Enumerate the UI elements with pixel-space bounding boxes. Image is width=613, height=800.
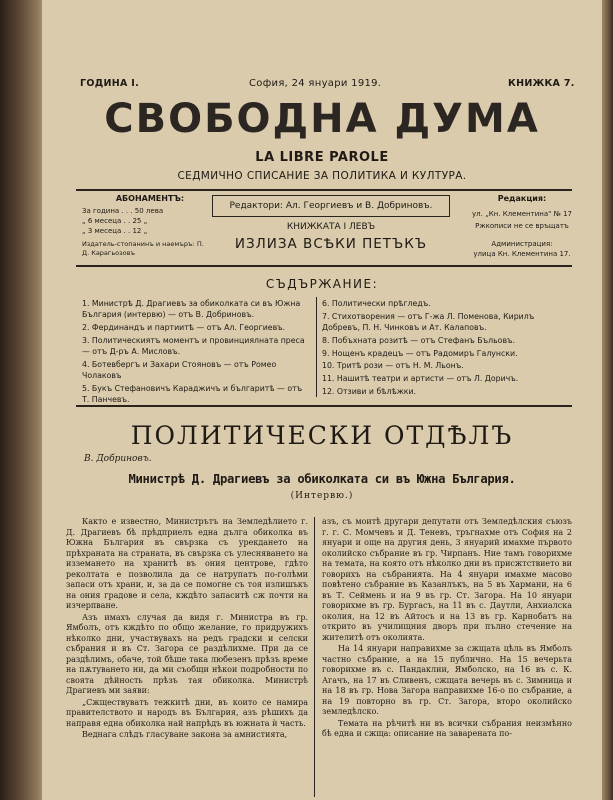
contents-item: 5. Букъ Стефановичъ Караджичъ и българитѣ — отъ Т. Панчевъ. xyxy=(82,384,303,405)
article-paragraph: На 14 януари направихме за сжщата цѣль въ Ямболъ частно събрание, а на 15 публично. На 15 вечерьта говорихме въ с. Пандаклии, Ямболско, на 16 въ с. К. Агачъ, на 17 въ Сливенъ, сжщата вечерь въ с. Зимница и на 18 въ гр. Нова Загора направихме 16-о по събрание, а на 19 повторно въ гр. Ст. Загора, второ околийско земледѣлско. xyxy=(322,644,572,716)
contents-item: 11. Нашитѣ театри и артисти — отъ Л. Доричъ. xyxy=(322,374,519,384)
contents-right-column xyxy=(322,298,568,399)
contents-item: 8. Побъхната розитѣ — отъ Стефанъ Бъльовъ. xyxy=(322,335,516,345)
contents-left-column xyxy=(82,298,310,407)
contents-item: 9. Нощенъ крадецъ — отъ Радомиръ Галунски. xyxy=(322,348,518,358)
office-address: ул. „Кн. Клементина" № 17 xyxy=(472,210,572,218)
issue-number: КНИЖКА 7. xyxy=(508,78,575,89)
newspaper-page xyxy=(42,0,602,800)
office-heading: Редакция: xyxy=(497,194,547,203)
masthead-title: СВОБОДНА ДУМА xyxy=(104,96,540,142)
subscription-row: „ 6 месеца . . 25 „ xyxy=(82,217,148,225)
contents-item: 4. Ботевбергъ и Захари Стояновъ — отъ Ромео Чолаковъ xyxy=(82,359,277,381)
masthead-tagline: СЕДМИЧНО СПИСАНИЕ ЗА ПОЛИТИКА И КУЛТУРА. xyxy=(177,170,467,182)
office-note: Ржкописи не се връщатъ xyxy=(475,222,569,230)
masthead-rule xyxy=(76,189,572,191)
editors-label: Редактори: Ал. Георгиевъ и В. Добриновъ. xyxy=(229,201,433,211)
frequency-label: ИЗЛИЗА ВСѢКИ ПЕТЪКЪ xyxy=(234,236,428,252)
masthead-subtitle: LA LIBRE PAROLE xyxy=(255,150,389,165)
article-paragraph: „Сжществуватъ тежкитѣ дни, въ които се намира правителството и народъ въ България, азъ рѣшихъ да направя една обиколка най напрѣдъ въ южната ѝ часть. xyxy=(66,697,308,728)
section-heading: ПОЛИТИЧЕСКИ ОТДѢЛЪ xyxy=(130,421,514,450)
article-paragraph: Веднага слѣдъ гласуване закона за амнистията, xyxy=(82,730,288,739)
contents-item: 12. Отзиви и бѣлѣжки. xyxy=(322,387,417,397)
article-author: В. Добриновъ. xyxy=(84,454,152,464)
price-label: КНИЖКАТА I ЛЕВЪ xyxy=(286,222,376,232)
page-edge xyxy=(602,0,613,800)
subscription-heading: АБОНАМЕНТЪ: xyxy=(115,194,185,203)
editors-box xyxy=(212,195,450,217)
contents-item: 3. Политическиятъ моментъ и провинциялната преса — отъ Д-ръ А. Мисловъ. xyxy=(82,335,305,357)
header-bottom-rule xyxy=(76,265,572,267)
binding-spine xyxy=(0,0,42,800)
contents-divider xyxy=(316,297,317,397)
article-paragraph: Темата на рѣчитѣ ни въ всички събрания неизмѣнно бѣ една и сжща: описание на заварената по- xyxy=(322,718,572,738)
article-right-column xyxy=(322,517,572,740)
year-label: ГОДИНА I. xyxy=(80,78,139,89)
article-paragraph: азъ, съ моитѣ другари депутати отъ Земледѣлския съюзъ г. г. С. Момчевъ и Д. Теневъ, тръгнахме отъ София на 2 януари и още на другия день, 3 януарий имахме първото околийско събрание въ гр. Чирпанъ. Ние тамъ говорихме на темата, на която отъ нѣколко дни въ присжтствието ви говорихъ на събранията. На 4 януари имахме масово повѣтено събрание въ Казанлъкъ, на 5 въ Хармани, на 6 въ Т. Сеймень и на 9 въ гр. Ст. Загора. На 10 януари говорихме въ гр. Бургасъ, на 11 въ с. Даутли, Анхиалска околия, на 12 въ Айтосъ и на 13 въ гр. Карнобатъ на открито въ училищния дворъ при пълно стечение на жителитѣ отъ околията. xyxy=(322,517,572,642)
contents-item: 2. Фердинандъ и партиитѣ — отъ Ал. Георгиевъ. xyxy=(82,323,286,333)
contents-item: 1. Министрѣ Д. Драгиевъ за обиколката си въ Южна България (интервю) — отъ В. Добриновъ. xyxy=(82,299,301,320)
admin-address: улица Кн. Клементина 17. xyxy=(473,250,571,258)
contents-bottom-rule xyxy=(76,405,572,407)
contents-item: 10. Тритѣ рози — отъ Н. М. Льонъ. xyxy=(322,361,464,371)
issue-date: София, 24 януари 1919. xyxy=(249,78,382,89)
article-title: Министрѣ Д. Драгиевъ за обиколката си въ Южна България. xyxy=(128,472,516,486)
article-paragraph: Азъ имахъ случая да видя г. Министра въ гр. Ямболъ, отъ кждѣто по общо желание, го придружихъ нѣколко дни, участвувахъ на редъ градски и селски събрания и въ Ст. Загора се раздѣлихме. При да се раздѣлимъ, обаче, той бѣше така любезенъ прѣзъ време на пѫтуването ни, да ми съобщи нѣкои подробности по своята дѣйность прѣзъ тая обиколка. Министрѣ Драгиевъ ми заяви: xyxy=(66,612,308,695)
subscription-row: „ 3 месеца . . 12 „ xyxy=(82,227,148,235)
subscription-row: За година . . . 50 лева xyxy=(82,207,164,215)
contents-item: 7. Стихотворения — отъ Г-жа Л. Поменова, Кирилъ Добревъ, П. Н. Чинковъ и Ат. Калаповъ. xyxy=(322,311,535,333)
publisher-note: Издатель-стопанинъ и наемъръ: П. Д. Карагьозовъ xyxy=(82,240,204,257)
article-subtitle: (Интервю.) xyxy=(290,491,354,501)
article-left-column xyxy=(66,517,308,741)
admin-heading: Администрация: xyxy=(491,240,553,248)
contents-heading: СЪДЪРЖАНИЕ: xyxy=(265,277,379,291)
contents-item: 6. Политически прѣгледъ. xyxy=(322,299,431,308)
column-divider xyxy=(314,517,315,797)
article-paragraph: Както е известно, Министрътъ на Земледѣлието г. Д. Драгиевъ бѣ прѣдприелъ една дълга обиколка въ Южна България въ свързка съ урекдането на прѣхраната на страната, въ свързка съ улесняването на изземането на хранитѣ въ ония центрове, гдѣто реколтата е позволила да се натрупатъ по-голѣми запаси отъ храни, и, за да се помогне съ тоя излишъкъ на ония градове и села, кждѣто запаситѣ сж почти на изчерпване. xyxy=(66,517,308,610)
